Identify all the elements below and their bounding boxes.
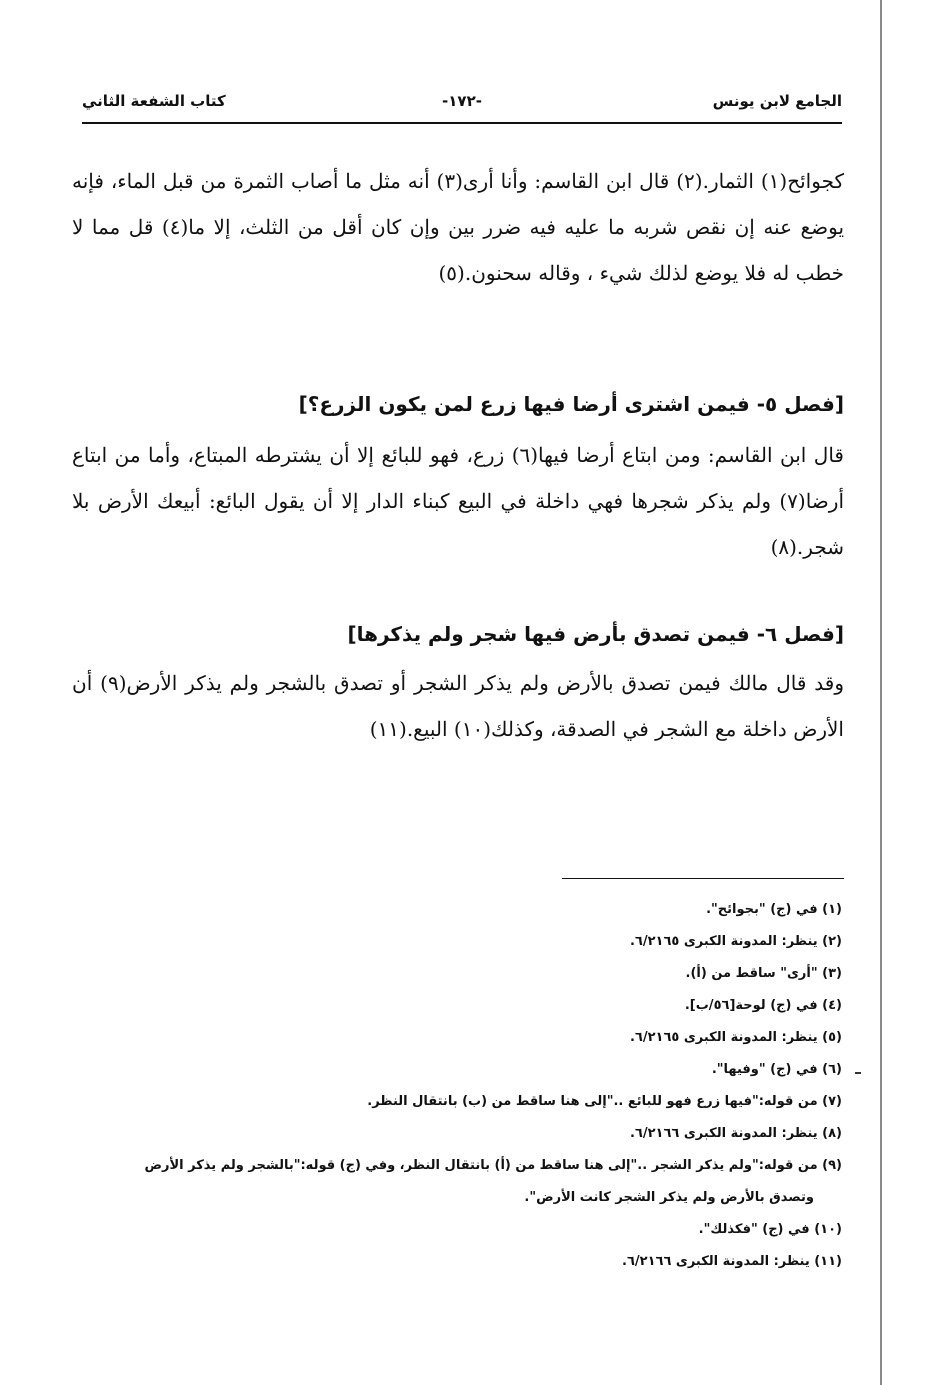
footnote-7: (٧) من قوله:"فيها زرع فهو للبائع .."إلى هنا ساقط من (ب) بانتقال النظر.: [367, 1094, 842, 1109]
paragraph-3: وقد قال مالك فيمن تصدق بالأرض ولم يذكر الشجر أو تصدق بالشجر ولم يذكر الأرض(٩) أن الأرض داخلة مع الشجر في الصدقة، وكذلك(١٠) البيع.(١١): [72, 671, 845, 741]
footnote-5: (٥) ينظر: المدونة الكبرى ٦/٢١٦٥.: [629, 1030, 842, 1045]
footnote-6: (٦) في (ج) "وفيها".: [711, 1062, 842, 1077]
header-book-title: الجامع لابن يونس: [712, 92, 842, 110]
margin-mark: [855, 1072, 861, 1074]
header-chapter-title: كتاب الشفعة الثاني: [82, 92, 226, 110]
page-number: -١٧٢-: [442, 92, 482, 110]
footnote-9: (٩) من قوله:"ولم يذكر الشجر .."إلى هنا ساقط من (أ) بانتقال النظر، وفي (ج) قوله:"بالشجر ولم يذكر الأرض: [144, 1158, 842, 1173]
footnote-divider: [562, 878, 844, 879]
header-divider: [82, 122, 842, 124]
footnote-9-continued: وتصدق بالأرض ولم يذكر الشجر كانت الأرض".: [524, 1190, 814, 1205]
footnote-10: (١٠) في (ج) "فكذلك".: [698, 1222, 842, 1237]
footnote-3: (٣) "أرى" ساقط من (أ).: [685, 966, 842, 981]
page-edge-line: [880, 0, 882, 1385]
footnote-2: (٢) ينظر: المدونة الكبرى ٦/٢١٦٥.: [629, 934, 842, 949]
footnote-11: (١١) ينظر: المدونة الكبرى ٦/٢١٦٦.: [622, 1254, 842, 1269]
footnote-4: (٤) في (ج) لوحة[٥٦/ب].: [684, 998, 842, 1013]
paragraph-1: كجوائح(١) الثمار.(٢) قال ابن القاسم: وأنا أرى(٣) أنه مثل ما أصاب الثمرة من قبل الماء، فإنه يوضع عنه إن نقص شربه ما عليه فيه ضرر بين وإن كان أقل من الثلث، إلا ما(٤) قل مما لا خطب له فلا يوضع لذلك شيء ، وقاله سحنون.(٥): [72, 169, 845, 285]
section-heading-5: [فصل ٥- فيمن اشترى أرضا فيها زرع لمن يكون الزرع؟]: [298, 392, 844, 416]
footnote-1: (١) في (ج) "بجوائح".: [706, 902, 842, 917]
running-header: [82, 90, 842, 120]
footnotes-list: [70, 894, 842, 1278]
footnote-8: (٨) ينظر: المدونة الكبرى ٦/٢١٦٦.: [629, 1126, 842, 1141]
section-heading-6: [فصل ٦- فيمن تصدق بأرض فيها شجر ولم يذكرها]: [347, 622, 844, 646]
paragraph-2: قال ابن القاسم: ومن ابتاع أرضا فيها(٦) زرع، فهو للبائع إلا أن يشترطه المبتاع، وأما من ابتاع أرضا(٧) ولم يذكر شجرها فهي داخلة في البيع كبناء الدار إلا أن يقول البائع: أبيعك الأرض بلا شجر.(٨): [72, 443, 844, 559]
